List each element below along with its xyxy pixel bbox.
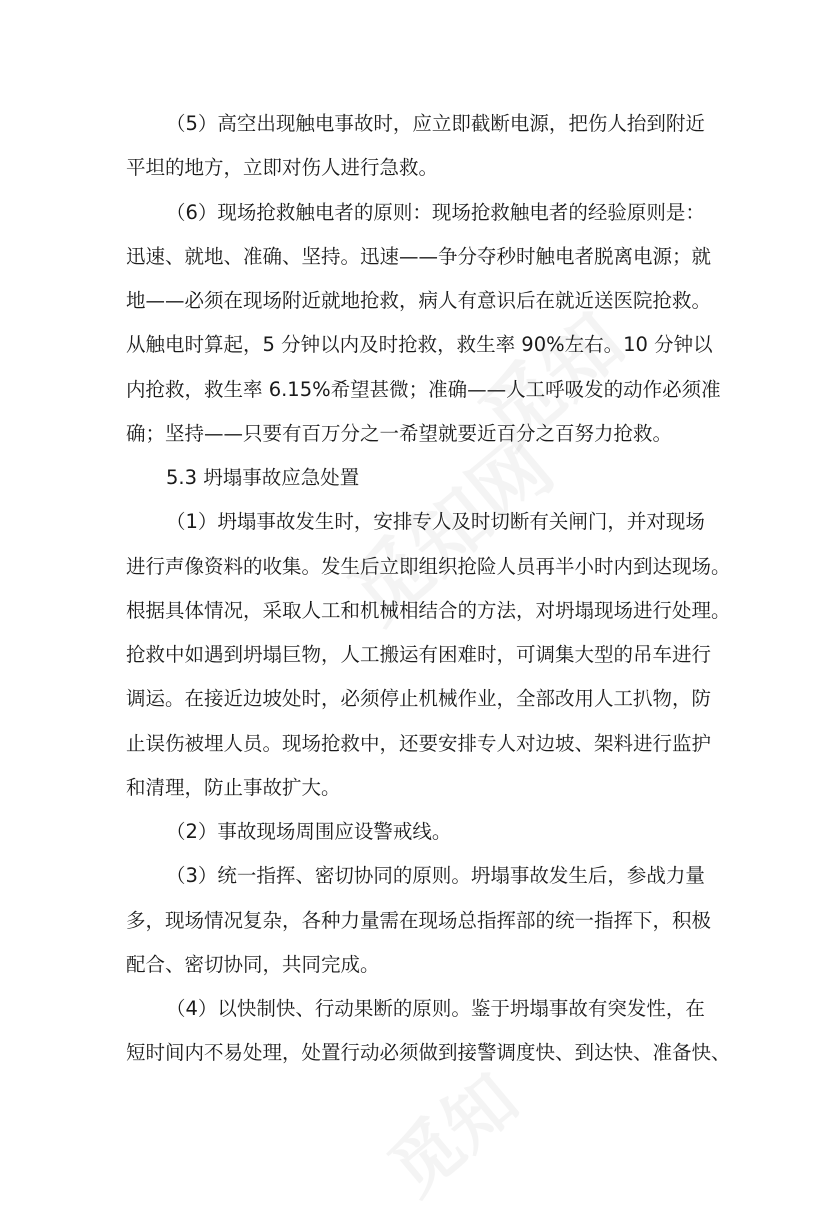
- paragraph-line: 多，现场情况复杂，各种力量需在现场总指挥部的统一指挥下，积极: [126, 908, 712, 932]
- paragraph-line: （5）高空出现触电事故时，应立即截断电源，把伤人抬到附近: [166, 112, 705, 135]
- paragraph-line: 根据具体情况，采取人工和机械相结合的方法，对坍塌现场进行处理。: [126, 598, 731, 622]
- paragraph-line: 内抢救，救生率 6.15%希望甚微；准确——人工呼吸发的动作必须准: [126, 377, 721, 401]
- paragraph-line: 地——必须在现场附近就地抢救，病人有意识后在就近送医院抢救。: [126, 289, 712, 312]
- document-body: [126, 102, 731, 1076]
- paragraph-line: （1）坍塌事故发生时，安排专人及时切断有关闸门，并对现场: [166, 510, 705, 534]
- paragraph-line: 确；坚持——只要有百万分之一希望就要近百分之百努力抢救。: [126, 421, 673, 445]
- paragraph-line: （4）以快制快、行动果断的原则。鉴于坍塌事故有突发性，在: [166, 997, 705, 1020]
- paragraph-line: 调运。在接近边坡处时，必须停止机械作业，全部改用人工扒物，防: [126, 687, 712, 711]
- paragraph-line: （6）现场抢救触电者的原则：现场抢救触电者的经验原则是：: [166, 200, 705, 224]
- paragraph-line: 配合、密切协同，共同完成。: [126, 952, 380, 976]
- section-heading: 5.3 坍塌事故应急处置: [166, 466, 360, 489]
- paragraph-line: （3）统一指挥、密切协同的原则。坍塌事故发生后，参战力量: [166, 864, 705, 888]
- paragraph-line: 进行声像资料的收集。发生后立即组织抢险人员再半小时内到达现场。: [126, 554, 731, 578]
- paragraph-line: 平坦的地方，立即对伤人进行急救。: [126, 156, 439, 180]
- paragraph-line: 迅速、就地、准确、坚持。迅速——争分夺秒时触电者脱离电源；就: [126, 244, 712, 268]
- paragraph-line: （2）事故现场周围应设警戒线。: [166, 820, 452, 843]
- paragraph-line: 从触电时算起，5 分钟以内及时抢救，救生率 90%左右。10 分钟以: [126, 333, 713, 357]
- paragraph-line: 和清理，防止事故扩大。: [126, 775, 341, 799]
- paragraph-line: 短时间内不易处理，处置行动必须做到接警调度快、到达快、准备快、: [126, 1041, 731, 1065]
- paragraph-line: 抢救中如遇到坍塌巨物，人工搬运有困难时，可调集大型的吊车进行: [126, 643, 712, 666]
- paragraph-line: 止误伤被埋人员。现场抢救中，还要安排专人对边坡、架料进行监护: [126, 731, 712, 755]
